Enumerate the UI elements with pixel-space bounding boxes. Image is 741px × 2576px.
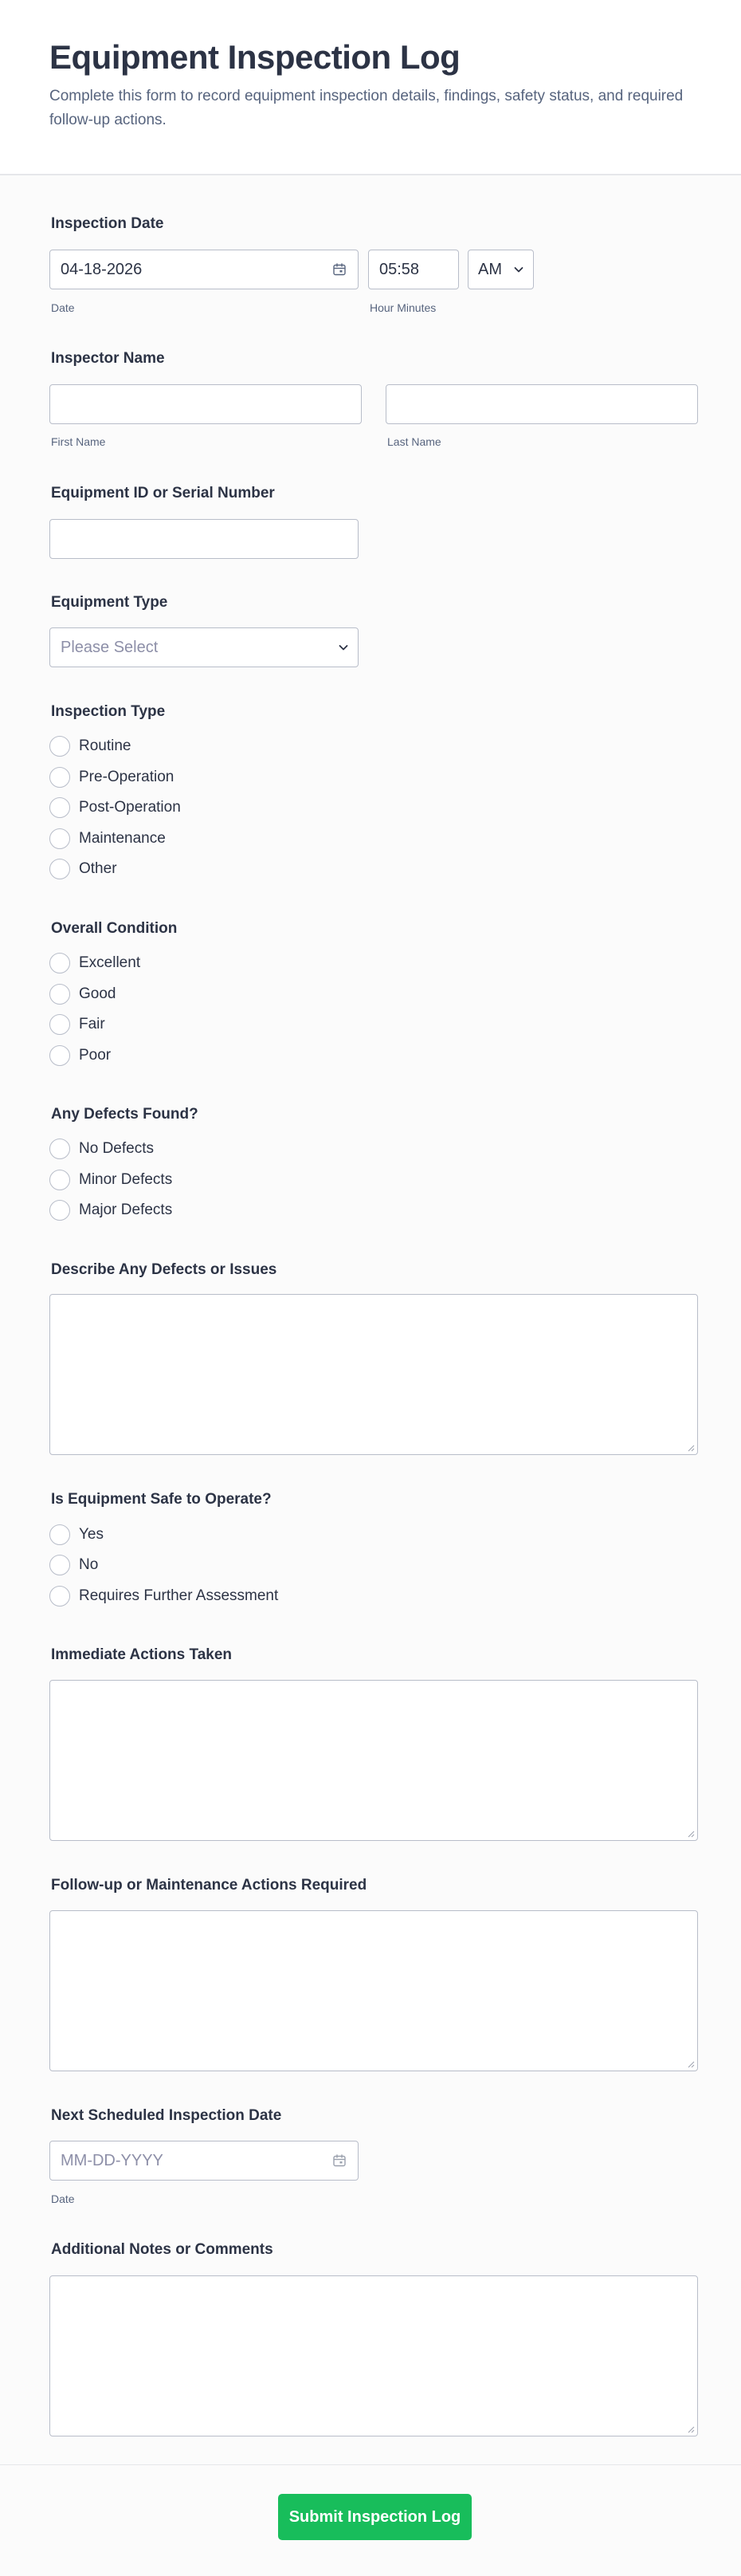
radio-option-label: Pre-Operation xyxy=(79,769,174,785)
equipment-id-label: Equipment ID or Serial Number xyxy=(51,485,275,501)
overall-condition-label: Overall Condition xyxy=(51,920,178,937)
inspection-date-input[interactable] xyxy=(49,250,359,289)
radio-option-label: No Defects xyxy=(79,1140,154,1157)
footer-divider xyxy=(0,2464,741,2465)
radio-button[interactable] xyxy=(49,1524,70,1545)
radio-option-poor[interactable] xyxy=(49,1044,111,1067)
defects-description-label: Describe Any Defects or Issues xyxy=(51,1261,277,1278)
inspection-time-value: 05:58 xyxy=(379,261,420,278)
radio-option-no-defects[interactable] xyxy=(49,1138,154,1160)
radio-button[interactable] xyxy=(49,984,70,1005)
radio-option-label: No xyxy=(79,1556,99,1573)
followup-actions-textarea[interactable] xyxy=(49,1910,698,2071)
radio-option-no[interactable] xyxy=(49,1554,98,1576)
form-header xyxy=(0,0,741,175)
next-inspection-date-input[interactable] xyxy=(49,2141,359,2181)
radio-option-label: Requires Further Assessment xyxy=(79,1587,279,1604)
inspection-time-sublabel: Hour Minutes xyxy=(370,301,437,314)
radio-option-label: Post-Operation xyxy=(79,799,181,816)
radio-option-label: Routine xyxy=(79,737,131,754)
radio-option-pre-operation[interactable] xyxy=(49,766,174,789)
radio-button[interactable] xyxy=(49,953,70,973)
inspector-name-label: Inspector Name xyxy=(51,350,165,367)
radio-button[interactable] xyxy=(49,828,70,849)
equipment-type-label: Equipment Type xyxy=(51,594,168,611)
resize-grip-icon[interactable] xyxy=(687,2425,695,2433)
last-name-input[interactable] xyxy=(386,384,698,424)
calendar-icon[interactable] xyxy=(332,2153,347,2168)
radio-button[interactable] xyxy=(49,1014,70,1035)
form-title: Equipment Inspection Log xyxy=(49,38,461,76)
radio-button[interactable] xyxy=(49,797,70,818)
defects-found-label: Any Defects Found? xyxy=(51,1106,198,1123)
submit-inspection-button[interactable]: Submit Inspection Log xyxy=(278,2494,472,2540)
resize-grip-icon[interactable] xyxy=(687,1830,695,1838)
radio-option-label: Poor xyxy=(79,1047,112,1064)
radio-button[interactable] xyxy=(49,1170,70,1190)
inspection-date-value: 04-18-2026 xyxy=(61,261,143,278)
resize-grip-icon[interactable] xyxy=(687,2060,695,2068)
radio-option-other[interactable] xyxy=(49,858,117,880)
first-name-sublabel: First Name xyxy=(51,435,106,448)
radio-option-label: Fair xyxy=(79,1016,105,1032)
immediate-actions-label: Immediate Actions Taken xyxy=(51,1646,233,1663)
radio-button[interactable] xyxy=(49,859,70,879)
ampm-select[interactable] xyxy=(468,250,534,289)
radio-button[interactable] xyxy=(49,1045,70,1066)
radio-button[interactable] xyxy=(49,1586,70,1607)
radio-option-label: Good xyxy=(79,985,116,1002)
equipment-type-placeholder: Please Select xyxy=(61,639,159,656)
radio-button[interactable] xyxy=(49,1200,70,1221)
inspection-date-sublabel: Date xyxy=(51,301,75,314)
first-name-input[interactable] xyxy=(49,384,362,424)
radio-button[interactable] xyxy=(49,1555,70,1575)
inspection-type-label: Inspection Type xyxy=(51,703,166,720)
equipment-type-select[interactable] xyxy=(49,627,359,667)
resize-grip-icon[interactable] xyxy=(687,1444,695,1452)
equipment-id-input[interactable] xyxy=(49,519,359,559)
radio-option-label: Yes xyxy=(79,1526,104,1543)
additional-notes-textarea[interactable] xyxy=(49,2275,698,2436)
additional-notes-label: Additional Notes or Comments xyxy=(51,2241,273,2258)
inspection-date-label: Inspection Date xyxy=(51,215,164,232)
safe-to-operate-label: Is Equipment Safe to Operate? xyxy=(51,1491,272,1508)
radio-option-label: Major Defects xyxy=(79,1201,173,1218)
calendar-icon[interactable] xyxy=(332,262,347,277)
radio-option-requires-assessment[interactable] xyxy=(49,1585,278,1607)
radio-option-major-defects[interactable] xyxy=(49,1199,172,1221)
radio-option-yes[interactable] xyxy=(49,1524,104,1546)
radio-button[interactable] xyxy=(49,1139,70,1159)
next-inspection-label: Next Scheduled Inspection Date xyxy=(51,2107,282,2124)
radio-option-label: Maintenance xyxy=(79,830,166,847)
last-name-sublabel: Last Name xyxy=(387,435,441,448)
next-inspection-placeholder: MM-DD-YYYY xyxy=(61,2152,163,2169)
radio-option-label: Other xyxy=(79,860,117,877)
radio-option-label: Excellent xyxy=(79,954,141,971)
defects-description-textarea[interactable] xyxy=(49,1294,698,1455)
immediate-actions-textarea[interactable] xyxy=(49,1680,698,1841)
radio-option-fair[interactable] xyxy=(49,1013,105,1036)
inspection-time-input[interactable] xyxy=(368,250,459,289)
radio-button[interactable] xyxy=(49,767,70,788)
radio-option-post-operation[interactable] xyxy=(49,796,181,819)
radio-option-label: Minor Defects xyxy=(79,1171,173,1188)
chevron-down-icon xyxy=(512,263,525,276)
followup-actions-label: Follow-up or Maintenance Actions Required xyxy=(51,1877,367,1894)
form-subtitle: Complete this form to record equipment inspection details, findings, safety status, and required follow-up actions. xyxy=(49,88,684,128)
radio-option-minor-defects[interactable] xyxy=(49,1169,172,1191)
radio-option-good[interactable] xyxy=(49,983,116,1005)
ampm-value: AM xyxy=(478,261,502,278)
radio-option-excellent[interactable] xyxy=(49,952,140,974)
radio-option-routine[interactable] xyxy=(49,735,131,757)
radio-button[interactable] xyxy=(49,736,70,757)
chevron-down-icon xyxy=(337,641,350,654)
radio-option-maintenance[interactable] xyxy=(49,828,166,850)
next-inspection-sublabel: Date xyxy=(51,2193,75,2205)
